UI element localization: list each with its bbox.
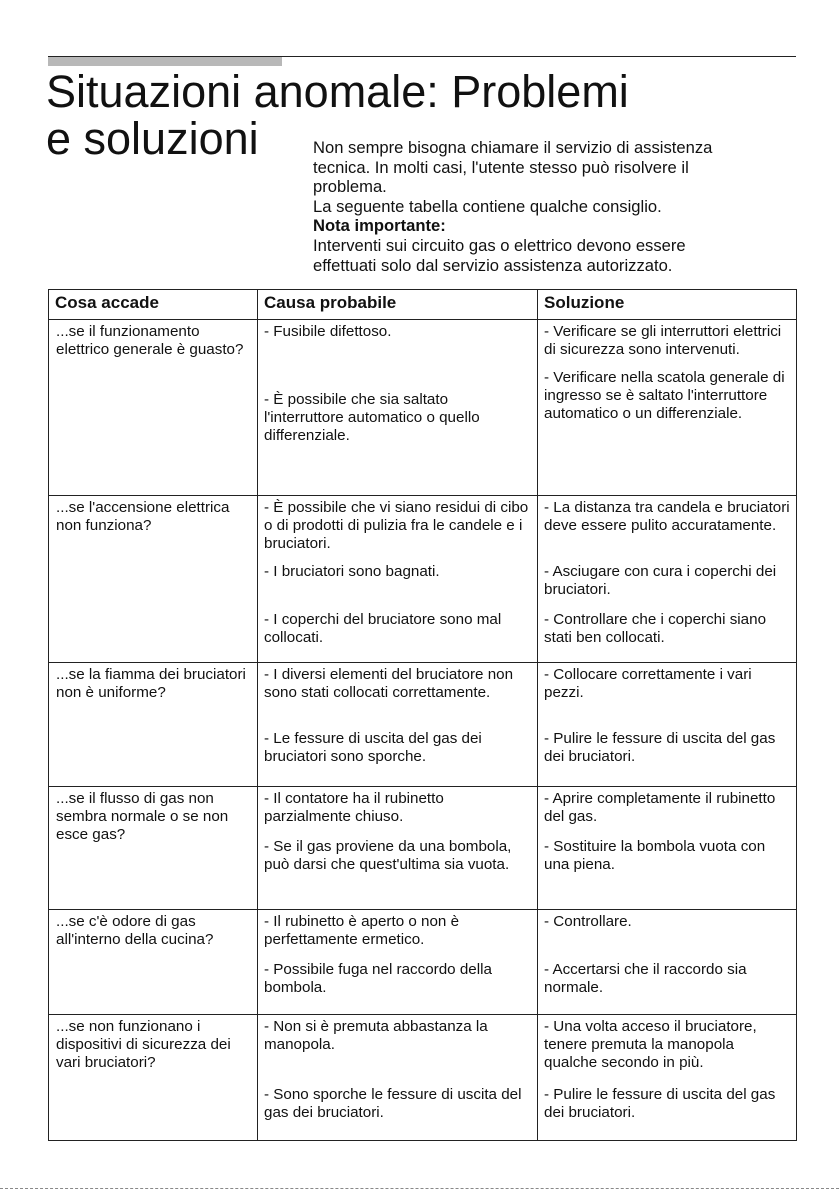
solution-item: - Collocare correttamente i vari pezzi. <box>544 666 752 701</box>
table-row <box>49 1015 797 1141</box>
solution-cell <box>538 320 797 496</box>
table-row <box>49 787 797 910</box>
header-accent-bar <box>48 57 282 66</box>
solution-item: - Verificare se gli interruttori elettrici di sicurezza sono intervenuti. <box>544 323 782 358</box>
cause-cell <box>258 1015 538 1141</box>
header-solution: Soluzione <box>538 290 797 320</box>
intro-line: problema. <box>313 177 387 197</box>
cause-item: - Possibile fuga nel raccordo della bombola. <box>264 961 492 996</box>
solution-cell <box>538 663 797 787</box>
intro-text <box>313 138 803 275</box>
header-probable-cause: Causa probabile <box>258 290 538 320</box>
problem-cell: ...se il funzionamento elettrico generale è guasto? <box>49 320 258 496</box>
intro-line: tecnica. In molti casi, l'utente stesso può risolvere il <box>313 157 689 177</box>
problem-cell: ...se non funzionano i dispositivi di sicurezza dei vari bruciatori? <box>49 1015 258 1141</box>
page-bottom-dashed-line <box>0 1188 839 1189</box>
cause-item: - Le fessure di uscita del gas dei bruciatori sono sporche. <box>264 730 482 765</box>
problem-cell: ...se l'accensione elettrica non funziona? <box>49 496 258 663</box>
cause-cell <box>258 910 538 1015</box>
table-row <box>49 910 797 1015</box>
cause-cell <box>258 787 538 910</box>
table-row <box>49 496 797 663</box>
solution-item: - Sostituire la bombola vuota con una piena. <box>544 838 766 873</box>
cause-cell <box>258 663 538 787</box>
cause-item: - Sono sporche le fessure di uscita del gas dei bruciatori. <box>264 1086 522 1121</box>
solution-cell <box>538 496 797 663</box>
table-row <box>49 663 797 787</box>
solution-item: - Controllare. <box>544 913 632 930</box>
note-line: Interventi sui circuito gas o elettrico devono essere <box>313 235 686 255</box>
cause-cell <box>258 496 538 663</box>
troubleshooting-table <box>48 289 797 1141</box>
problem-cell: ...se la fiamma dei bruciatori non è uniforme? <box>49 663 258 787</box>
cause-item: - I diversi elementi del bruciatore non sono stati collocati correttamente. <box>264 666 514 701</box>
solution-item: - Pulire le fessure di uscita del gas dei bruciatori. <box>544 1086 776 1121</box>
table-row <box>49 320 797 496</box>
solution-cell <box>538 910 797 1015</box>
solution-item: - Aprire completamente il rubinetto del gas. <box>544 790 776 825</box>
intro-line: Non sempre bisogna chiamare il servizio di assistenza <box>313 138 713 157</box>
cause-cell <box>258 320 538 496</box>
page-title-line-2: e soluzioni <box>46 113 259 164</box>
cause-item: - Il contatore ha il rubinetto parzialmente chiuso. <box>264 790 444 825</box>
solution-item: - Asciugare con cura i coperchi dei bruciatori. <box>544 563 777 598</box>
problem-cell: ...se il flusso di gas non sembra normale o se non esce gas? <box>49 787 258 910</box>
solution-item: - La distanza tra candela e bruciatori deve essere pulito accuratamente. <box>544 499 790 534</box>
solution-cell <box>538 1015 797 1141</box>
solution-item: - Pulire le fessure di uscita del gas dei bruciatori. <box>544 730 776 765</box>
cause-item: - È possibile che sia saltato l'interruttore automatico o quello differenziale. <box>264 391 480 444</box>
solution-item: - Una volta acceso il bruciatore, tenere premuta la manopola qualche secondo in più. <box>544 1018 757 1071</box>
note-line: effettuati solo dal servizio assistenza autorizzato. <box>313 255 673 275</box>
cause-item: - È possibile che vi siano residui di cibo o di prodotti di pulizia fra le candele e i bruciatori. <box>264 499 529 552</box>
solution-item: - Verificare nella scatola generale di ingresso se è saltato l'interruttore automatico o un differenziale. <box>544 369 785 422</box>
solution-item: - Controllare che i coperchi siano stati ben collocati. <box>544 611 767 646</box>
intro-line: La seguente tabella contiene qualche consiglio. <box>313 196 662 216</box>
cause-item: - Fusibile difettoso. <box>264 323 392 340</box>
table-header-row <box>49 290 797 320</box>
cause-item: - I bruciatori sono bagnati. <box>264 563 440 580</box>
cause-item: - I coperchi del bruciatore sono mal collocati. <box>264 611 502 646</box>
cause-item: - Se il gas proviene da una bombola, può darsi che quest'ultima sia vuota. <box>264 838 512 873</box>
problem-cell: ...se c'è odore di gas all'interno della cucina? <box>49 910 258 1015</box>
cause-item: - Il rubinetto è aperto o non è perfettamente ermetico. <box>264 913 460 948</box>
solution-cell <box>538 787 797 910</box>
important-note-label: Nota importante: <box>313 216 446 236</box>
header-what-happens: Cosa accade <box>49 290 258 320</box>
solution-item: - Accertarsi che il raccordo sia normale. <box>544 961 747 996</box>
cause-item: - Non si è premuta abbastanza la manopola. <box>264 1018 488 1053</box>
page-title-line-1: Situazioni anomale: Problemi <box>46 66 629 117</box>
